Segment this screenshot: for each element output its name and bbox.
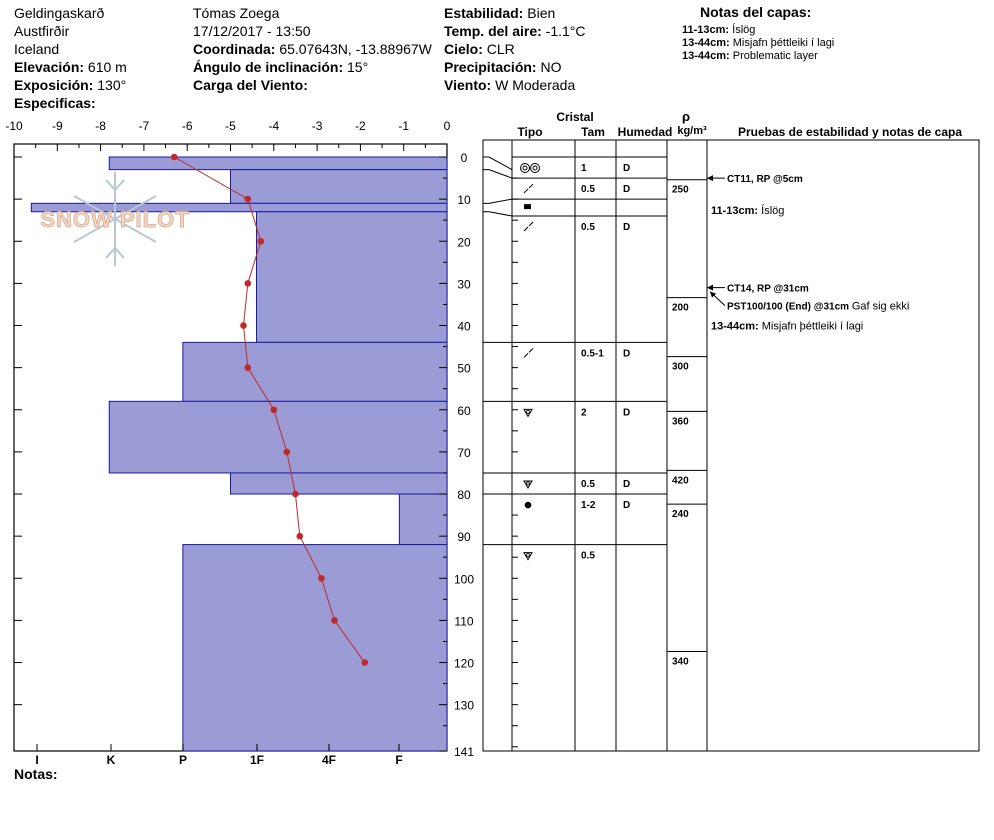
decomposed-icon <box>524 222 533 231</box>
crystal-size: 1 <box>581 163 587 174</box>
layer-connector <box>483 170 512 178</box>
decomposed-icon <box>524 184 533 193</box>
crystal-size: 0.5 <box>581 221 595 233</box>
depth-tick-label: 20 <box>457 235 471 250</box>
observer: Tómas Zoega <box>193 5 280 21</box>
test-label: PST100/100 (End) @31cm Gaf sig ekki <box>727 300 910 313</box>
depth-tick-label: 0 <box>460 151 468 165</box>
temp-tick-label: -9 <box>51 119 63 133</box>
depth-tick-label: 90 <box>457 530 471 545</box>
depth-tick-label: 60 <box>457 403 471 418</box>
location-line-3: Iceland <box>14 41 60 57</box>
stability: Estabilidad: Bien <box>444 5 556 21</box>
test-label: CT11, RP @5cm <box>727 174 803 186</box>
temp-tick-label: -5 <box>225 119 236 133</box>
crystal-moisture: D <box>623 500 631 512</box>
hardness-bar <box>183 342 447 401</box>
density-value: 200 <box>672 302 689 314</box>
temp-tick-label: -3 <box>311 119 323 133</box>
depth-tick-label: 100 <box>453 572 475 587</box>
temp-tick-label: -10 <box>5 119 23 133</box>
layer-note: 13-44cm: Misjafn þéttleiki í lagi <box>682 37 835 49</box>
layer-note-label: 11-13cm: Íslög <box>711 204 785 217</box>
depth-tick-label: 120 <box>453 656 475 671</box>
test-label: CT14, RP @31cm <box>727 283 809 295</box>
header-humedad: Humedad <box>617 125 673 139</box>
hardness-bar <box>231 170 448 204</box>
crystal-moisture: D <box>623 348 631 360</box>
temperature-point <box>271 406 278 413</box>
header-tests: Pruebas de estabilidad y notas de capa <box>737 125 963 139</box>
layer-note: 11-13cm: Íslög <box>682 24 756 36</box>
graupel-icon <box>531 164 540 173</box>
test-arrowhead <box>707 175 713 181</box>
header-rho: ρ <box>681 109 691 124</box>
graupel-icon-inner <box>533 166 537 170</box>
temperature-point <box>331 617 338 624</box>
wind-load: Carga del Viento: <box>193 77 308 93</box>
hardness-bar <box>109 157 447 170</box>
crystal-size: 0.5-1 <box>581 348 604 360</box>
temperature-point <box>318 575 325 582</box>
depth-tick-label: 141 <box>453 745 475 759</box>
precipitation: Precipitación: NO <box>444 59 562 75</box>
graupel-icon <box>521 164 530 173</box>
layer-connector <box>483 212 512 216</box>
crystal-moisture: D <box>623 478 631 490</box>
temp-tick-label: -7 <box>138 119 150 133</box>
test-arrowhead <box>707 285 713 291</box>
temperature-point <box>296 533 303 540</box>
temp-tick-label: -6 <box>181 119 193 133</box>
wind: Viento: W Moderada <box>444 77 576 93</box>
crystal-moisture: D <box>623 407 631 419</box>
temperature-point <box>245 280 252 287</box>
exposure: Exposición: 130° <box>14 77 127 93</box>
hardness-tick-label: 1F <box>249 753 265 767</box>
rounded-grain-icon-inner <box>527 554 530 557</box>
hardness-tick-label: 4F <box>321 753 337 767</box>
header-tam: Tam <box>581 125 605 139</box>
specifics: Especificas: <box>14 95 96 111</box>
temp-tick-label: 0 <box>443 119 451 133</box>
density-value: 250 <box>672 184 689 196</box>
layer-connector <box>483 199 512 203</box>
layer-note: 13-44cm: Problematic layer <box>682 50 818 62</box>
crystal-moisture: D <box>623 163 631 174</box>
rounded-grain-icon-inner <box>527 482 530 485</box>
datetime: 17/12/2017 - 13:50 <box>193 23 311 39</box>
elevation: Elevación: 610 m <box>14 59 127 75</box>
crystal-moisture: D <box>623 221 631 233</box>
temperature-point <box>292 491 299 498</box>
coordinates: Coordinada: 65.07643N, -13.88967W <box>193 41 432 57</box>
density-value: 240 <box>672 509 689 521</box>
density-value: 300 <box>672 361 689 373</box>
crystal-size: 1-2 <box>581 500 596 512</box>
layer-connector <box>483 157 512 170</box>
crystal-table-frame <box>483 140 979 751</box>
temperature-point <box>283 449 290 456</box>
layer-notes-title: Notas del capas: <box>700 4 812 20</box>
depth-tick-label: 50 <box>457 361 471 376</box>
header-rho-units: kg/m³ <box>677 125 707 137</box>
depth-tick-label: 10 <box>457 193 471 208</box>
notes-label: Notas: <box>14 766 58 782</box>
crystal-size: 2 <box>581 407 587 419</box>
temperature-point <box>245 364 252 371</box>
header-cristal: Cristal <box>556 110 594 124</box>
crystal-size: 0.5 <box>581 184 595 196</box>
depth-tick-label: 70 <box>457 445 471 460</box>
depth-tick-label: 40 <box>457 319 471 334</box>
slope-angle: Ángulo de inclinación: 15° <box>193 59 369 75</box>
watermark <box>40 172 189 266</box>
temperature-point <box>245 196 252 203</box>
location-line-2: Austfirðir <box>14 23 70 39</box>
hardness-bar <box>183 545 447 751</box>
temp-tick-label: -8 <box>95 119 106 133</box>
hardness-bar <box>109 401 447 473</box>
hardness-bar <box>399 494 447 545</box>
layer-note-label: 13-44cm: Misjafn þéttleiki í lagi <box>711 320 864 333</box>
temperature-point <box>171 154 178 161</box>
rounded-grain-icon-inner <box>527 410 530 413</box>
depth-tick-label: 130 <box>453 698 475 713</box>
melt-form-icon <box>525 502 532 509</box>
temperature-point <box>258 238 265 245</box>
header-tipo: Tipo <box>517 125 543 139</box>
location-line-1: Geldingaskarð <box>14 5 105 21</box>
graupel-icon-inner <box>523 166 527 170</box>
hardness-tick-label: P <box>178 753 188 767</box>
ice-layer-icon <box>524 204 531 209</box>
depth-tick-label: 30 <box>457 277 471 292</box>
density-value: 340 <box>672 656 689 668</box>
temp-tick-label: -4 <box>268 119 280 133</box>
crystal-size: 0.5 <box>581 478 595 490</box>
hardness-tick-label: I <box>35 753 39 767</box>
crystal-moisture: D <box>623 184 631 196</box>
depth-tick-label: 80 <box>457 488 471 503</box>
decomposed-icon <box>524 348 533 357</box>
hardness-bar <box>231 473 448 494</box>
depth-tick-label: 110 <box>454 614 474 629</box>
temperature-point <box>240 322 247 329</box>
watermark-text: SNOW PILOT <box>40 207 190 232</box>
hardness-tick-label: K <box>106 753 116 767</box>
hardness-tick-label: F <box>395 753 403 767</box>
density-value: 360 <box>672 416 689 428</box>
air-temp: Temp. del aire: -1.1°C <box>444 23 586 39</box>
temperature-point <box>361 659 368 666</box>
temp-tick-label: -1 <box>398 119 410 133</box>
density-value: 420 <box>672 475 689 487</box>
sky: Cielo: CLR <box>444 41 515 57</box>
hardness-bar <box>256 212 447 343</box>
temp-tick-label: -2 <box>355 119 366 133</box>
crystal-size: 0.5 <box>581 550 595 562</box>
